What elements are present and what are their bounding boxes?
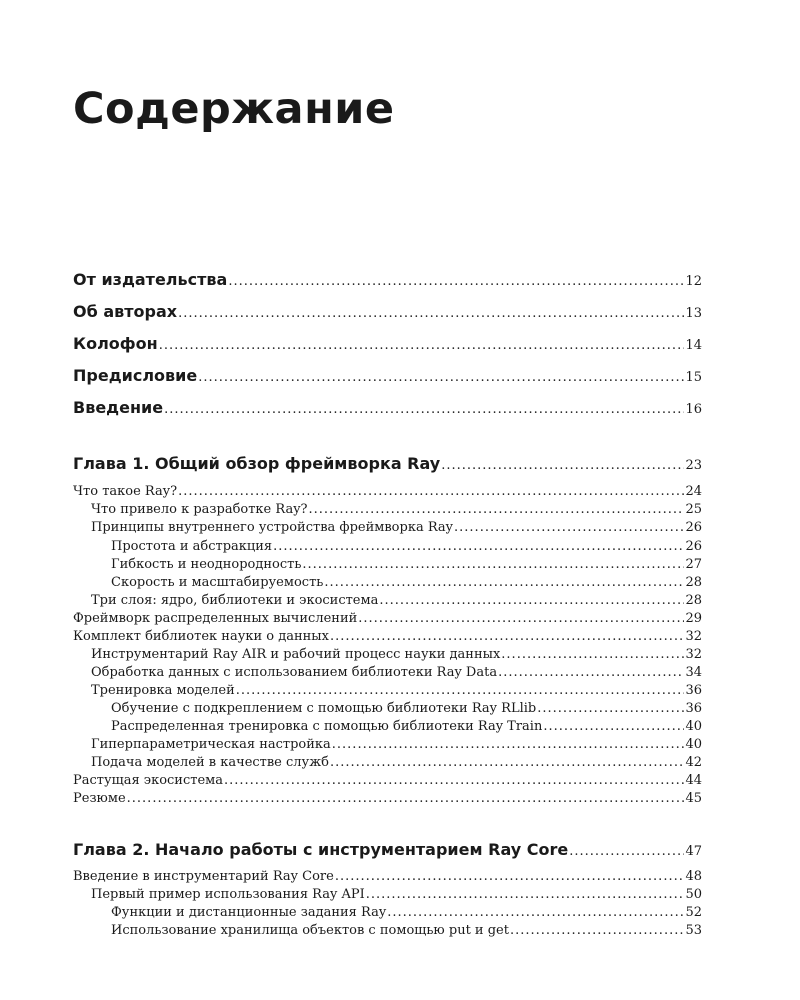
toc-entry-label: Что привело к разработке Ray? <box>91 502 308 517</box>
toc-entry-introduction[interactable] <box>73 398 702 417</box>
toc-entry-label: Скорость и масштабируемость <box>111 575 324 590</box>
toc-entry-page: 28 <box>685 593 702 608</box>
toc-entry[interactable] <box>73 923 702 938</box>
toc-entry-page: 24 <box>685 484 702 499</box>
toc-entry-label: Использование хранилища объектов с помощью put и get <box>111 923 509 938</box>
toc-entry-label: Тренировка моделей <box>91 683 235 698</box>
toc-entry-label: Предисловие <box>73 366 198 385</box>
toc-entry-page: 26 <box>685 539 702 554</box>
toc-entry-page: 36 <box>685 683 702 698</box>
toc-entry-colophon[interactable] <box>73 334 702 353</box>
toc-entry-label: Первый пример использования Ray API <box>91 887 365 902</box>
leader-dots <box>330 629 684 644</box>
toc-entry-label: Простота и абстракция <box>111 539 273 554</box>
toc-entry[interactable] <box>73 575 702 590</box>
leader-dots <box>498 665 684 680</box>
toc-entry[interactable] <box>73 647 702 662</box>
leader-dots <box>302 557 684 572</box>
page-title: Содержание <box>73 84 395 134</box>
toc-entry-page: 44 <box>685 773 702 788</box>
toc-entry-label: Резюме <box>73 791 126 806</box>
leader-dots <box>358 611 684 626</box>
toc-entry[interactable] <box>73 665 702 680</box>
toc-entry[interactable] <box>73 683 702 698</box>
toc-entry-label: Растущая экосистема <box>73 773 223 788</box>
leader-dots <box>510 923 684 938</box>
toc-entry-page: 12 <box>685 274 702 289</box>
leader-dots <box>127 791 685 806</box>
toc-entry-page: 27 <box>685 557 702 572</box>
toc-entry[interactable] <box>73 737 702 752</box>
leader-dots <box>178 306 684 321</box>
toc-entry-label: Что такое Ray? <box>73 484 178 499</box>
toc-entry-page: 40 <box>685 737 702 752</box>
leader-dots <box>332 737 685 752</box>
toc-entry-label: Введение в инструментарий Ray Core <box>73 869 334 884</box>
toc-entry[interactable] <box>73 593 702 608</box>
toc-entry-label: Гибкость и неоднородность <box>111 557 302 572</box>
leader-dots <box>198 370 684 385</box>
toc-entry-label: Фреймворк распределенных вычислений <box>73 611 358 626</box>
toc-entry-page: 32 <box>685 647 702 662</box>
leader-dots <box>228 274 684 289</box>
toc-entry-label: Распределенная тренировка с помощью библиотеки Ray Train <box>111 719 543 734</box>
toc-entry[interactable] <box>73 869 702 884</box>
toc-entry-page: 32 <box>685 629 702 644</box>
toc-entry-page: 14 <box>685 338 702 353</box>
toc-entry-label: Принципы внутреннего устройства фреймворка Ray <box>91 520 454 535</box>
leader-dots <box>224 773 684 788</box>
toc-entry-page: 52 <box>685 905 702 920</box>
toc-entry-label: Обучение с подкреплением с помощью библиотеки Ray RLlib <box>111 701 537 716</box>
leader-dots <box>543 719 684 734</box>
leader-dots <box>159 338 685 353</box>
toc-entry[interactable] <box>73 905 702 920</box>
leader-dots <box>330 755 684 770</box>
leader-dots <box>537 701 684 716</box>
leader-dots <box>569 844 684 859</box>
toc-chapter-label: Глава 1. Общий обзор фреймворка Ray <box>73 454 441 473</box>
toc-entry-label: Обработка данных с использованием библиотеки Ray Data <box>91 665 498 680</box>
leader-dots <box>178 484 684 499</box>
leader-dots <box>366 887 685 902</box>
toc-chapter-1[interactable] <box>73 454 702 473</box>
leader-dots <box>164 402 684 417</box>
toc-entry-publisher[interactable] <box>73 270 702 289</box>
leader-dots <box>379 593 684 608</box>
leader-dots <box>309 502 685 517</box>
toc-entry[interactable] <box>73 557 702 572</box>
toc-entry[interactable] <box>73 539 702 554</box>
leader-dots <box>324 575 684 590</box>
toc-entry[interactable] <box>73 773 702 788</box>
toc-entry-page: 40 <box>685 719 702 734</box>
toc-entry[interactable] <box>73 629 702 644</box>
toc-entry[interactable] <box>73 791 702 806</box>
toc-entry[interactable] <box>73 502 702 517</box>
leader-dots <box>501 647 684 662</box>
toc-entry-page: 45 <box>685 791 702 806</box>
toc-entry-label: Гиперпараметрическая настройка <box>91 737 331 752</box>
leader-dots <box>273 539 684 554</box>
toc-entry-label: Подача моделей в качестве служб <box>91 755 329 770</box>
toc-entry[interactable] <box>73 719 702 734</box>
leader-dots <box>387 905 684 920</box>
toc-entry[interactable] <box>73 887 702 902</box>
leader-dots <box>441 458 684 473</box>
toc-entry[interactable] <box>73 520 702 535</box>
leader-dots <box>454 520 684 535</box>
toc-entry-page: 29 <box>685 611 702 626</box>
toc-entry-label: От издательства <box>73 270 228 289</box>
toc-entry-page: 16 <box>685 402 702 417</box>
toc-entry-page: 34 <box>685 665 702 680</box>
toc-entry-authors[interactable] <box>73 302 702 321</box>
toc-entry[interactable] <box>73 484 702 499</box>
toc-entry-foreword[interactable] <box>73 366 702 385</box>
toc-entry-label: Об авторах <box>73 302 178 321</box>
toc-entry-label: Функции и дистанционные задания Ray <box>111 905 387 920</box>
toc-chapter-2[interactable] <box>73 840 702 859</box>
toc-chapter-page: 47 <box>685 844 702 859</box>
toc-entry[interactable] <box>73 701 702 716</box>
toc-entry[interactable] <box>73 611 702 626</box>
toc-entry-label: Инструментарий Ray AIR и рабочий процесс науки данных <box>91 647 501 662</box>
toc-entry[interactable] <box>73 755 702 770</box>
toc-entry-label: Колофон <box>73 334 158 353</box>
toc-entry-page: 53 <box>685 923 702 938</box>
toc-entry-page: 42 <box>685 755 702 770</box>
leader-dots <box>335 869 685 884</box>
toc-entry-page: 50 <box>685 887 702 902</box>
toc-chapter-label: Глава 2. Начало работы с инструментарием Ray Core <box>73 840 569 859</box>
leader-dots <box>236 683 685 698</box>
toc-entry-page: 13 <box>685 306 702 321</box>
toc-entry-page: 25 <box>685 502 702 517</box>
toc-entry-page: 36 <box>685 701 702 716</box>
toc-entry-page: 26 <box>685 520 702 535</box>
toc-entry-page: 48 <box>685 869 702 884</box>
toc-entry-page: 15 <box>685 370 702 385</box>
toc-entry-label: Три слоя: ядро, библиотеки и экосистема <box>91 593 379 608</box>
toc-entry-label: Введение <box>73 398 164 417</box>
toc-chapter-page: 23 <box>685 458 702 473</box>
toc-entry-label: Комплект библиотек науки о данных <box>73 629 329 644</box>
toc-entry-page: 28 <box>685 575 702 590</box>
